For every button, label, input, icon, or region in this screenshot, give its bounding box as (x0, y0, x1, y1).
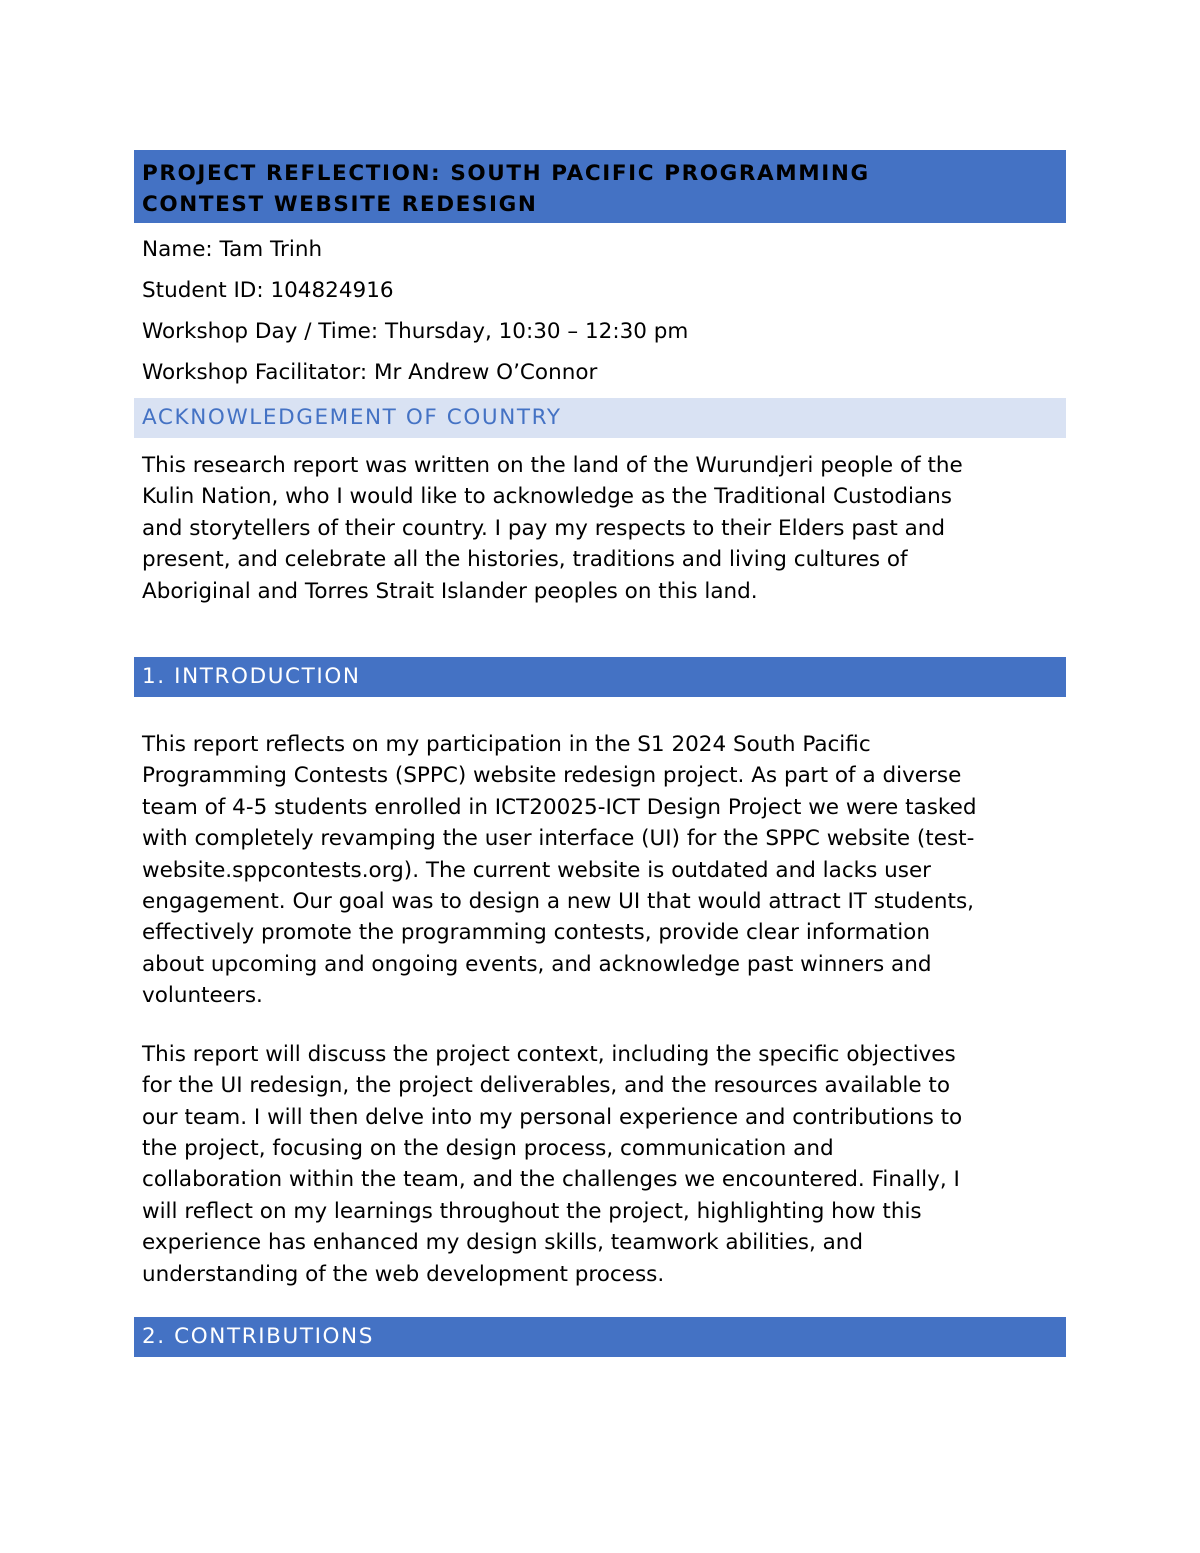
paragraph-line: with completely revamping the user interface (UI) for the SPPC website (test- (142, 826, 975, 852)
paragraph-line: understanding of the web development process. (142, 1261, 665, 1287)
introduction-paragraph-1 (134, 729, 1066, 1012)
student-id: Student ID: 104824916 (142, 278, 394, 303)
paragraph-line: team of 4-5 students enrolled in ICT20025-ICT Design Project we were tasked (142, 794, 977, 820)
paragraph-line: Programming Contests (SPPC) website redesign project. As part of a diverse (142, 763, 962, 789)
document-title (134, 150, 1066, 223)
paragraph-line: experience has enhanced my design skills, teamwork abilities, and (142, 1230, 864, 1256)
paragraph-line: engagement. Our goal was to design a new UI that would attract IT students, (142, 889, 975, 915)
workshop-facilitator: Workshop Facilitator: Mr Andrew O’Connor (142, 360, 598, 385)
contributions-heading: 2. CONTRIBUTIONS (134, 1317, 1066, 1357)
document-page (134, 150, 1066, 1357)
acknowledgement-paragraph (134, 450, 1066, 607)
paragraph-line: This research report was written on the land of the Wurundjeri people of the (142, 453, 963, 478)
student-name: Name: Tam Trinh (142, 237, 323, 262)
title-line-2: CONTEST WEBSITE REDESIGN (142, 192, 538, 217)
paragraph-line: for the UI redesign, the project deliverables, and the resources available to (142, 1073, 950, 1099)
acknowledgement-heading: ACKNOWLEDGEMENT OF COUNTRY (134, 398, 1066, 438)
workshop-time: Workshop Day / Time: Thursday, 10:30 – 12:30 pm (142, 319, 689, 344)
paragraph-line: This report reflects on my participation in the S1 2024 South Pacific (142, 732, 871, 758)
paragraph-line: will reflect on my learnings throughout the project, highlighting how this (142, 1198, 922, 1224)
paragraph-line: effectively promote the programming contests, provide clear information (142, 920, 930, 946)
paragraph-line: collaboration within the team, and the challenges we encountered. Finally, I (142, 1167, 960, 1193)
paragraph-line: website.sppcontests.org). The current website is outdated and lacks user (142, 857, 932, 883)
introduction-paragraph-2 (134, 1039, 1066, 1290)
paragraph-line: about upcoming and ongoing events, and acknowledge past winners and (142, 951, 932, 977)
paragraph-line: Aboriginal and Torres Strait Islander peoples on this land. (142, 578, 758, 604)
introduction-heading: 1. INTRODUCTION (134, 657, 1066, 697)
paragraph-line: volunteers. (142, 983, 263, 1009)
paragraph-line: Kulin Nation, who I would like to acknowledge as the Traditional Custodians (142, 484, 952, 510)
paragraph-line: the project, focusing on the design process, communication and (142, 1135, 834, 1161)
paragraph-line: present, and celebrate all the histories, traditions and living cultures of (142, 547, 908, 573)
title-line-1: PROJECT REFLECTION: SOUTH PACIFIC PROGRAMMING (142, 161, 870, 186)
paragraph-line: This report will discuss the project context, including the specific objectives (142, 1041, 956, 1067)
paragraph-line: and storytellers of their country. I pay my respects to their Elders past and (142, 515, 946, 541)
paragraph-line: our team. I will then delve into my personal experience and contributions to (142, 1104, 963, 1130)
